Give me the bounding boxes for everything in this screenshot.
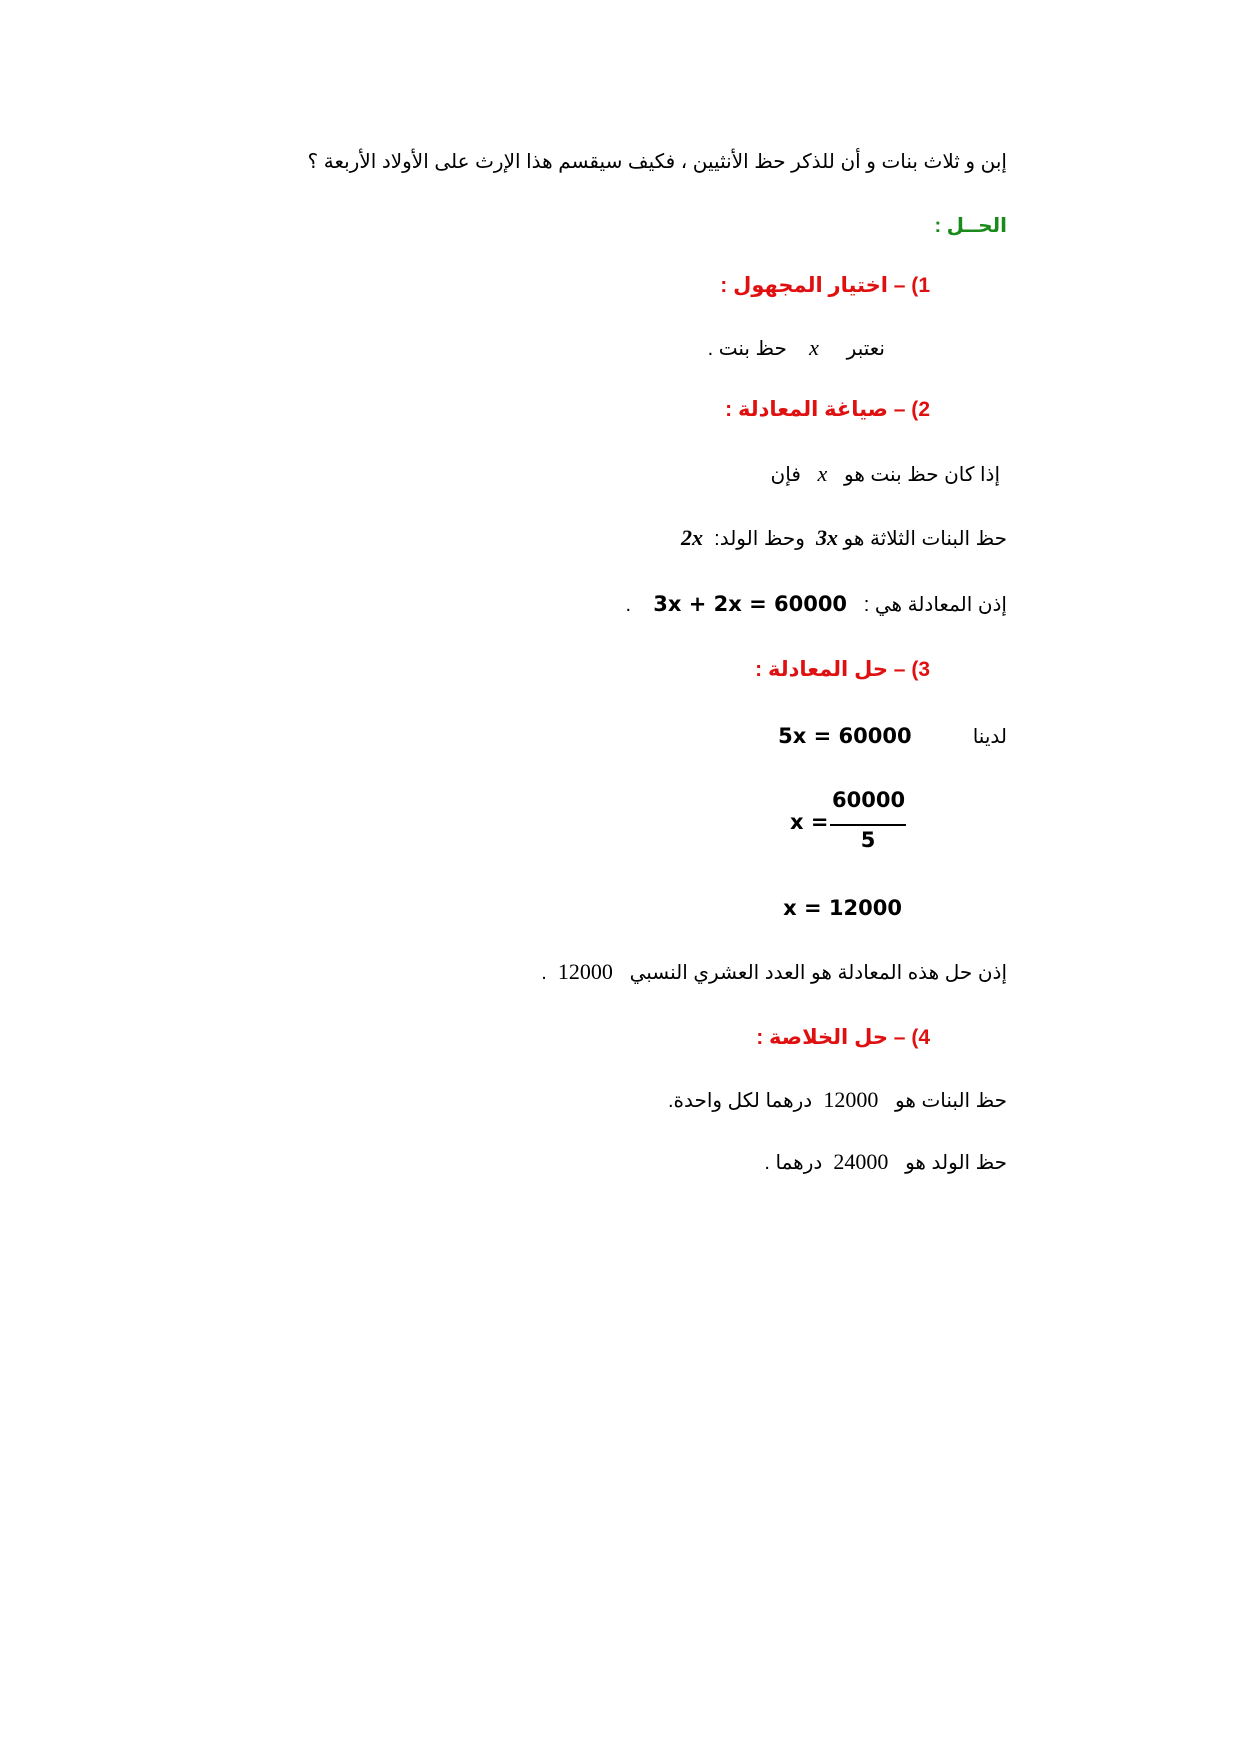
step3-heading: 3) – حل المعادلة : <box>755 658 930 681</box>
step2-line2-mid: وحظ الولد: <box>714 528 805 550</box>
step3-line1 <box>778 722 1007 751</box>
step1-heading: 1) – اختيار المجهول : <box>720 274 930 297</box>
step3-equation: 5x = 60000 <box>778 724 912 748</box>
step2-line1-variable: x <box>817 461 828 486</box>
step2-line3-end: . <box>625 594 631 616</box>
step3-conclusion-value: 12000 <box>557 959 613 984</box>
step4-line1-text: حظ البنات هو <box>895 1090 1007 1112</box>
step4-line2-value: 24000 <box>833 1149 889 1174</box>
step2-line1-after: فإن <box>770 464 801 486</box>
step1-variable: x <box>809 335 819 360</box>
step2-line2 <box>681 524 1007 553</box>
fraction-bar <box>830 824 906 826</box>
fraction-lhs: x = <box>790 810 829 834</box>
step2-line3 <box>625 590 1007 619</box>
step4-line2 <box>764 1148 1007 1177</box>
step3-conclusion-end: . <box>541 962 547 984</box>
fraction-numerator: 60000 <box>832 788 906 812</box>
step2-equation: 3x + 2x = 60000 <box>653 592 848 616</box>
step3-result-line <box>783 894 902 923</box>
step1-text-after: حظ بنت . <box>707 338 787 360</box>
step3-conclusion-text: إذن حل هذه المعادلة هو العدد العشري النسبي <box>629 962 1007 984</box>
solution-heading: الحــل : <box>934 215 1007 237</box>
step3-conclusion <box>541 958 1007 987</box>
step3-result: x = 12000 <box>783 896 902 920</box>
fraction-equation <box>790 788 920 868</box>
step4-line2-text: حظ الولد هو <box>905 1152 1007 1174</box>
step4-line1 <box>668 1086 1007 1115</box>
problem-statement: إبن و ثلاث بنات و أن للذكر حظ الأنثيين ، فكيف سيقسم هذا الإرث على الأولاد الأربعة ؟ <box>307 151 1007 173</box>
step3-line1-text: لدينا <box>972 726 1007 748</box>
step2-line1 <box>771 460 1000 489</box>
step2-heading: 2) – صياغة المعادلة : <box>725 398 930 421</box>
step2-line2-text: حظ البنات الثلاثة هو <box>843 528 1007 550</box>
step2-line2-expr1: 3x <box>815 525 838 550</box>
step1-line <box>708 334 885 363</box>
step4-line1-value: 12000 <box>823 1087 879 1112</box>
step2-line3-text: إذن المعادلة هي : <box>863 594 1007 616</box>
step2-line1-text: إذا كان حظ بنت هو <box>843 464 1000 486</box>
fraction-denominator: 5 <box>860 828 876 852</box>
step4-line2-after: درهما . <box>764 1152 823 1174</box>
step4-line1-after: درهما لكل واحدة. <box>667 1090 813 1112</box>
step4-heading: 4) – حل الخلاصة : <box>756 1026 930 1049</box>
step2-line2-expr2: 2x <box>681 525 704 550</box>
step1-text-before: نعتبر <box>846 338 885 360</box>
